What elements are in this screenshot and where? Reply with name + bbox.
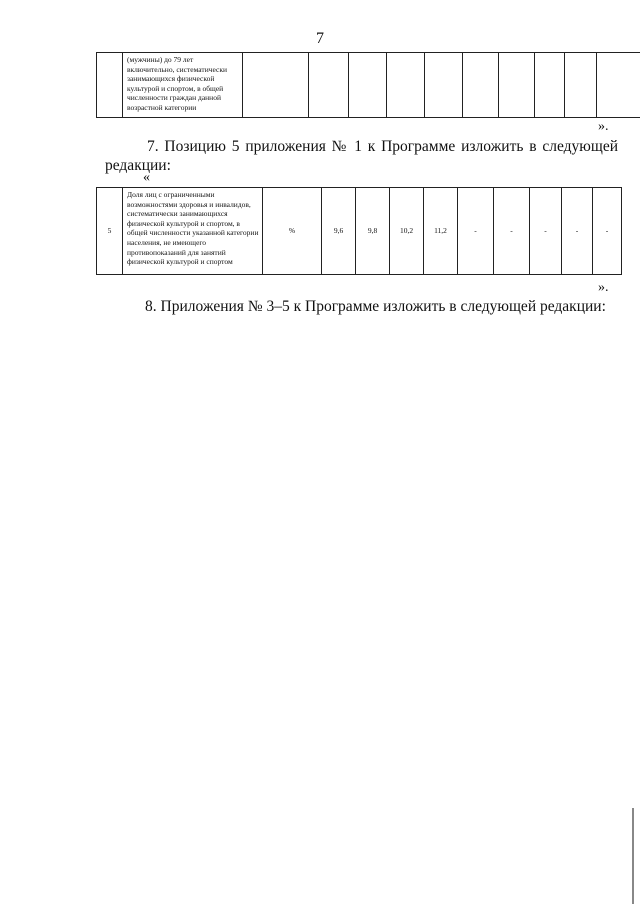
value-cell: -: [530, 188, 562, 275]
closing-quote: ».: [598, 119, 609, 134]
table-cell: [535, 53, 565, 118]
indicator-description-cell: (мужчины) до 79 лет включительно, систематически занимающихся физической культурой и спортом, в общей численности граждан данной возрастной категории: [123, 53, 243, 118]
indicator-description-cell: Доля лиц с ограниченными возможностями здоровья и инвалидов, систематически занимающихся физической культурой и спортом, в общей численности указанной категории населения, не имеющего противопоказаний для занятий физической культурой и спортом: [123, 188, 263, 275]
table-row: [97, 53, 640, 118]
table-cell: [243, 53, 309, 118]
value-cell: -: [593, 188, 622, 275]
table-cell: [597, 53, 640, 118]
paragraph-8: 8. Приложения № 3–5 к Программе изложить в следующей редакции:: [145, 298, 606, 315]
table-cell: [565, 53, 597, 118]
table-cell: [309, 53, 349, 118]
position-5-table: [96, 187, 622, 275]
value-cell: -: [494, 188, 530, 275]
value-cell: 9,6: [322, 188, 356, 275]
value-cell: 11,2: [424, 188, 458, 275]
scan-edge-mark: [632, 808, 634, 904]
table-cell: [97, 53, 123, 118]
table-cell: [499, 53, 535, 118]
table-row: [97, 188, 622, 275]
page-number: 7: [316, 30, 324, 47]
opening-quote: «: [143, 170, 150, 185]
table-cell: [425, 53, 463, 118]
closing-quote: ».: [598, 280, 609, 295]
table-cell: [463, 53, 499, 118]
table-cell: [387, 53, 425, 118]
value-cell: 10,2: [390, 188, 424, 275]
continuation-table: [96, 52, 640, 118]
table-cell: [349, 53, 387, 118]
paragraph-7: 7. Позицию 5 приложения № 1 к Программе изложить в следующей редакции:: [105, 138, 618, 174]
value-cell: 9,8: [356, 188, 390, 275]
value-cell: -: [562, 188, 593, 275]
value-cell: -: [458, 188, 494, 275]
unit-cell: %: [263, 188, 322, 275]
position-number-cell: 5: [97, 188, 123, 275]
